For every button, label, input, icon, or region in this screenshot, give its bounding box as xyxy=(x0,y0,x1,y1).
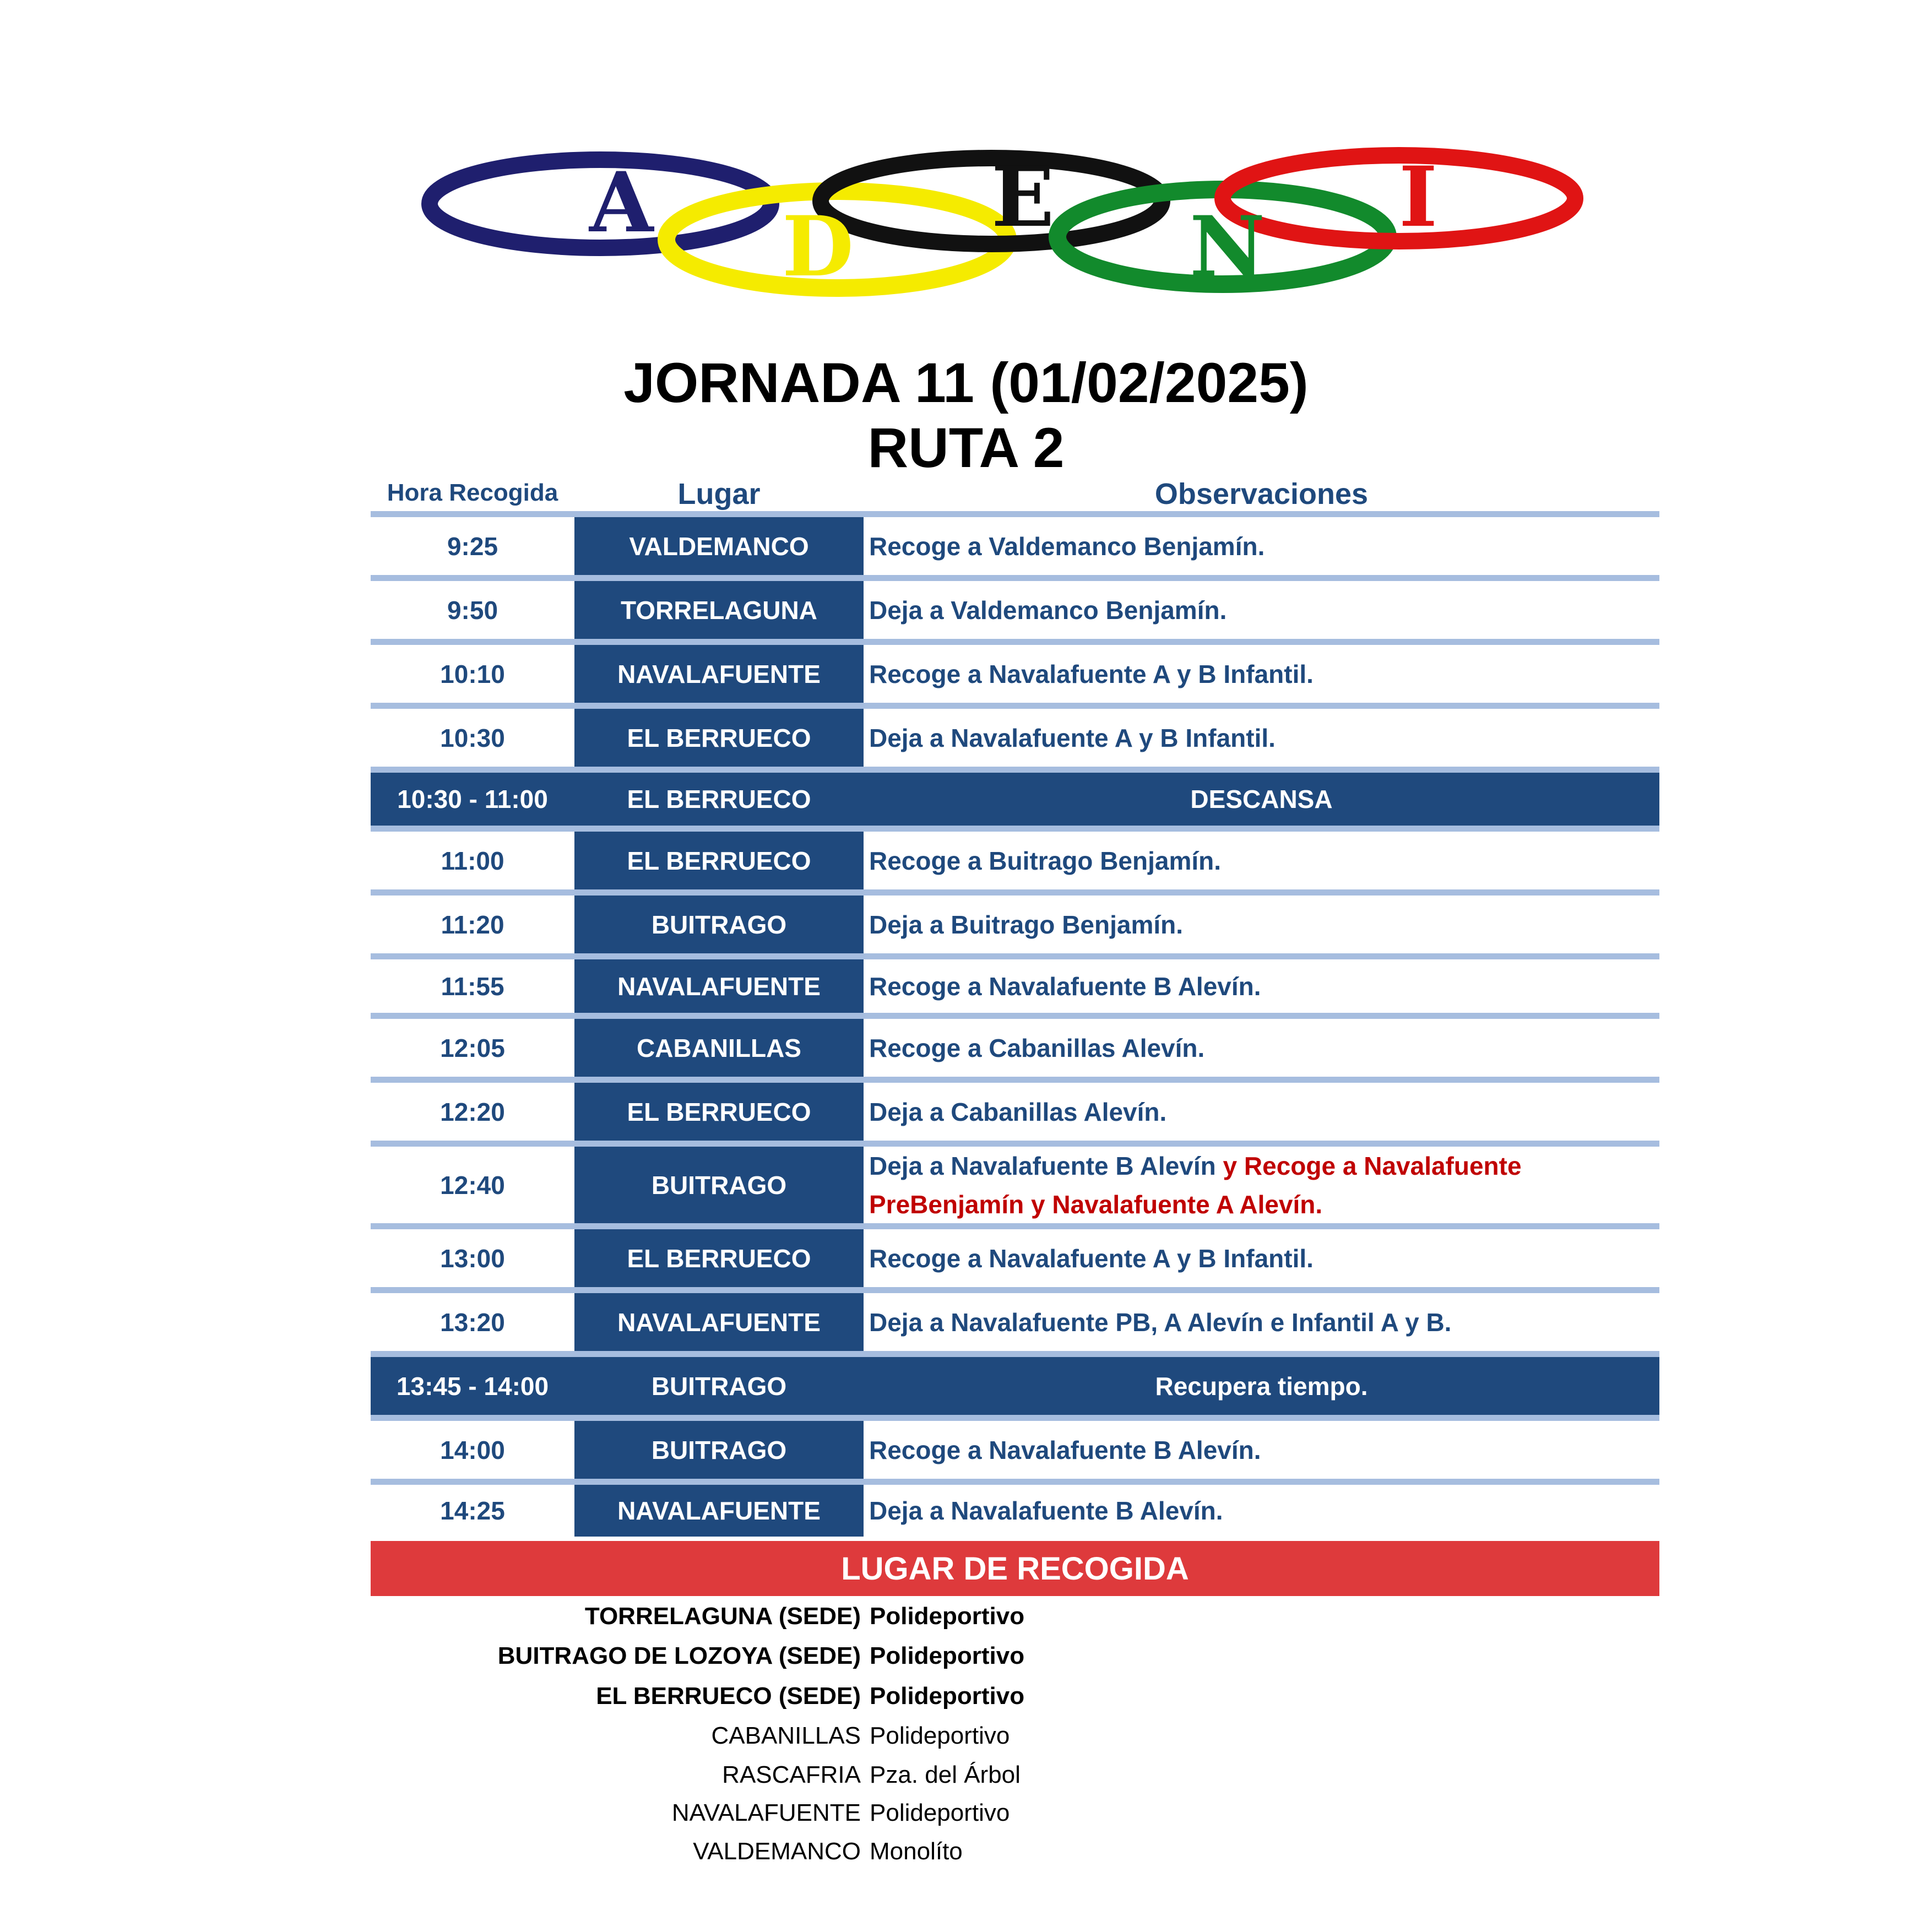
pickup-time: 11:20 xyxy=(441,910,504,939)
observation: Deja a Navalafuente B Alevín. xyxy=(869,1496,1223,1525)
pickup-time: 12:40 xyxy=(440,1170,505,1200)
pickup-time: 10:30 - 11:00 xyxy=(397,785,548,813)
table-row xyxy=(371,639,1659,703)
observation-text: Deja a Navalafuente B Alevín xyxy=(869,1151,1216,1180)
pickup-location-row xyxy=(371,1761,1659,1801)
observation: Recoge a Cabanillas Alevín. xyxy=(869,1033,1205,1062)
place: BUITRAGO xyxy=(574,1357,864,1415)
table-row xyxy=(371,1287,1659,1351)
pickup-time: 13:20 xyxy=(440,1307,505,1337)
place: EL BERRUECO xyxy=(574,773,864,826)
place: BUITRAGO xyxy=(574,1147,864,1223)
table-row xyxy=(371,1223,1659,1287)
location-venue: Polideportivo xyxy=(870,1683,1025,1710)
logo-letter-e: E xyxy=(991,149,1055,246)
table-row xyxy=(371,703,1659,767)
table-row xyxy=(371,1141,1659,1223)
pickup-time: 11:55 xyxy=(441,972,504,1001)
location-venue: Polideportivo xyxy=(870,1722,1010,1749)
pickup-time: 13:45 - 14:00 xyxy=(396,1371,549,1401)
pickup-location-row xyxy=(371,1838,1659,1877)
table-row xyxy=(371,889,1659,953)
route-title: RUTA 2 xyxy=(867,416,1065,479)
table-row xyxy=(371,953,1659,1013)
place: NAVALAFUENTE xyxy=(574,1293,864,1351)
location-name: NAVALAFUENTE xyxy=(671,1799,861,1826)
pickup-time: 12:20 xyxy=(440,1097,505,1126)
pickup-time: 14:25 xyxy=(440,1496,505,1525)
place: NAVALAFUENTE xyxy=(574,959,864,1013)
location-name: CABANILLAS xyxy=(711,1722,861,1749)
location-venue: Polideportivo xyxy=(870,1603,1025,1630)
observation: Recoge a Navalafuente A y B Infantil. xyxy=(869,659,1314,688)
location-name: VALDEMANCO xyxy=(693,1838,861,1865)
observation: Deja a Buitrago Benjamín. xyxy=(869,910,1184,939)
logo-letter-d: D xyxy=(782,198,854,295)
table-row xyxy=(371,1013,1659,1077)
observation: Deja a Valdemanco Benjamín. xyxy=(869,595,1227,625)
table-row-break xyxy=(371,767,1659,826)
table-row xyxy=(371,575,1659,639)
pickup-time: 10:10 xyxy=(440,659,505,688)
place: NAVALAFUENTE xyxy=(574,1485,864,1537)
pickup-location-row xyxy=(371,1799,1659,1839)
table-row xyxy=(371,1415,1659,1479)
header-hora: Hora Recogida xyxy=(387,479,558,506)
observation: Deja a Navalafuente A y B Infantil. xyxy=(869,723,1276,752)
schedule-table xyxy=(371,511,1659,1537)
location-venue: Pza. del Árbol xyxy=(870,1761,1021,1788)
pickup-time: 12:05 xyxy=(440,1033,505,1062)
pickup-time: 9:50 xyxy=(447,595,498,625)
place: VALDEMANCO xyxy=(574,517,864,575)
pickup-time: 13:00 xyxy=(440,1244,505,1273)
place: EL BERRUECO xyxy=(574,832,864,889)
pickup-time: 11:00 xyxy=(441,846,504,875)
pickup-location-row xyxy=(371,1722,1659,1762)
location-name: TORRELAGUNA (SEDE) xyxy=(584,1603,861,1630)
logo-letter-n: N xyxy=(1190,198,1266,295)
location-name: EL BERRUECO (SEDE) xyxy=(596,1683,861,1710)
pickup-time: 14:00 xyxy=(440,1435,505,1464)
header-lugar: Lugar xyxy=(677,477,761,511)
observation: Recoge a Valdemanco Benjamín. xyxy=(869,531,1265,561)
location-venue: Monolíto xyxy=(870,1838,963,1865)
observation: Deja a Cabanillas Alevín. xyxy=(869,1097,1167,1126)
place: BUITRAGO xyxy=(574,1421,864,1479)
pickup-location-row xyxy=(371,1683,1659,1722)
table-row xyxy=(371,826,1659,889)
pickup-location-row xyxy=(371,1642,1659,1682)
observation: Recoge a Navalafuente B Alevín. xyxy=(869,972,1261,1001)
table-row xyxy=(371,1077,1659,1141)
location-name: RASCAFRIA xyxy=(722,1761,861,1788)
observation-highlight: y Recoge a Navalafuente PreBenjamín y Navalafuente A Alevín. xyxy=(869,1151,1522,1219)
observation: DESCANSA xyxy=(1190,785,1333,813)
pickup-location-row xyxy=(371,1603,1659,1642)
place: NAVALAFUENTE xyxy=(574,645,864,703)
observation: Recoge a Navalafuente B Alevín. xyxy=(869,1435,1261,1464)
logo-letter-i: I xyxy=(1399,149,1438,246)
place: TORRELAGUNA xyxy=(574,581,864,639)
observation: Deja a Navalafuente PB, A Alevín e Infantil A y B. xyxy=(869,1307,1452,1337)
logo-letter-a: A xyxy=(589,154,654,251)
page-title: JORNADA 11 (01/02/2025) xyxy=(623,351,1309,414)
table-row xyxy=(371,511,1659,575)
observation xyxy=(864,1147,1659,1223)
place: CABANILLAS xyxy=(574,1019,864,1077)
header-observaciones: Observaciones xyxy=(1154,477,1369,511)
pickup-time: 9:25 xyxy=(447,531,498,561)
table-row xyxy=(371,1479,1659,1537)
adeni-logo xyxy=(419,143,1597,308)
observation: Recoge a Buitrago Benjamín. xyxy=(869,846,1222,875)
table-row-break xyxy=(371,1351,1659,1415)
location-name: BUITRAGO DE LOZOYA (SEDE) xyxy=(497,1642,861,1669)
observation: Recoge a Navalafuente A y B Infantil. xyxy=(869,1244,1314,1273)
pickup-time: 10:30 xyxy=(440,723,505,752)
place: EL BERRUECO xyxy=(574,709,864,767)
pickup-location-banner: LUGAR DE RECOGIDA xyxy=(371,1541,1659,1596)
location-venue: Polideportivo xyxy=(870,1799,1010,1826)
place: BUITRAGO xyxy=(574,896,864,953)
observation: Recupera tiempo. xyxy=(1155,1371,1368,1401)
place: EL BERRUECO xyxy=(574,1229,864,1287)
place: EL BERRUECO xyxy=(574,1083,864,1141)
location-venue: Polideportivo xyxy=(870,1642,1025,1669)
